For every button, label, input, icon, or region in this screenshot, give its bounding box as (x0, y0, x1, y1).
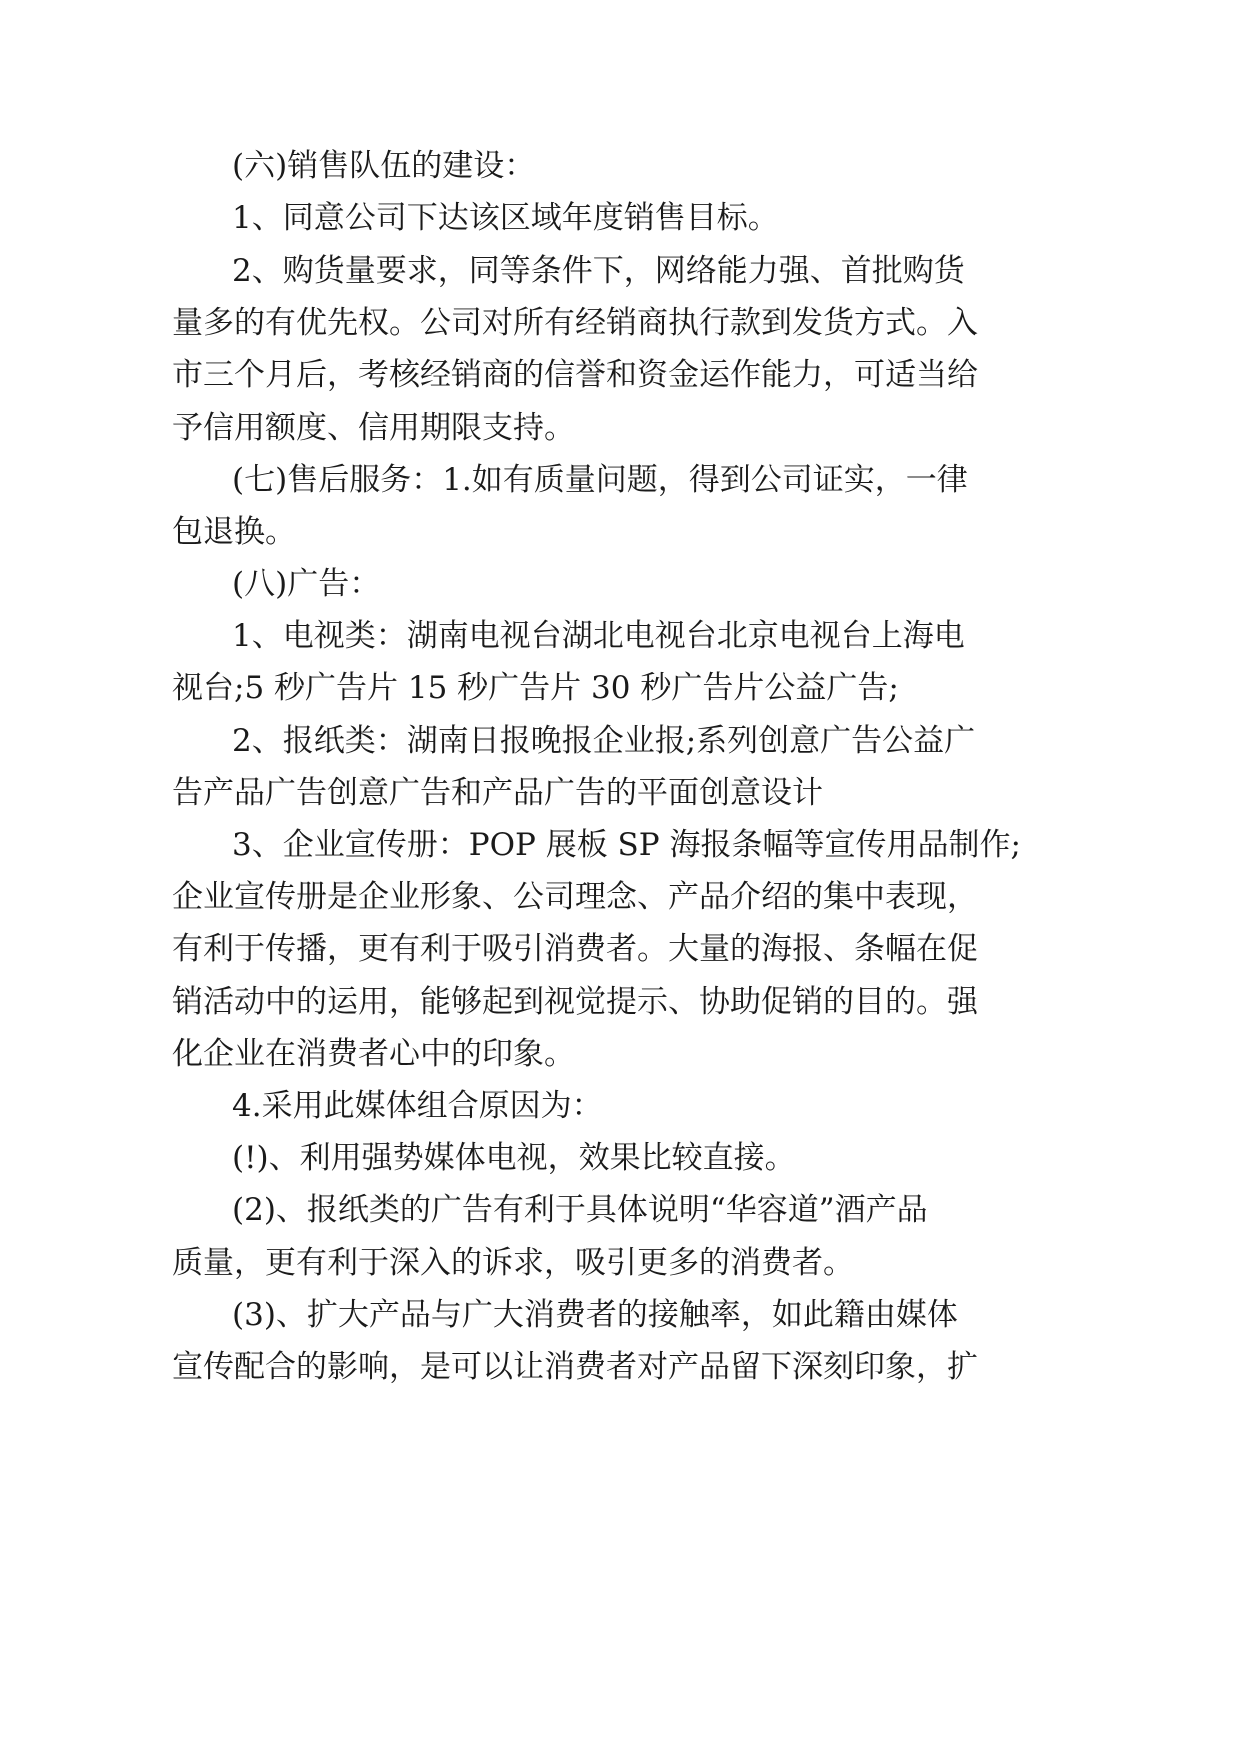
paragraph-line: 2、报纸类：湖南日报晚报企业报;系列创意广告公益广 (232, 723, 976, 759)
paragraph-line: 2、购货量要求，同等条件下，网络能力强、首批购货 (232, 253, 965, 289)
paragraph-line: 1、电视类：湖南电视台湖北电视台北京电视台上海电 (232, 618, 965, 654)
paragraph-line: 宣传配合的影响，是可以让消费者对产品留下深刻印象，扩 (172, 1349, 978, 1385)
paragraph-line: 有利于传播，更有利于吸引消费者。大量的海报、条幅在促 (172, 931, 978, 967)
paragraph-line: (3)、扩大产品与广大消费者的接触率，如此籍由媒体 (232, 1297, 958, 1333)
paragraph-line: 量多的有优先权。公司对所有经销商执行款到发货方式。入 (172, 305, 978, 341)
paragraph-line: 化企业在消费者心中的印象。 (172, 1036, 575, 1072)
paragraph-line: 4.采用此媒体组合原因为： (232, 1088, 603, 1124)
paragraph-line: 市三个月后，考核经销商的信誉和资金运作能力，可适当给 (172, 357, 978, 393)
paragraph-line: 予信用额度、信用期限支持。 (172, 410, 575, 446)
section-heading-ads: (八)广告： (232, 566, 381, 602)
paragraph-line: 视台;5 秒广告片 15 秒广告片 30 秒广告片公益广告; (172, 670, 899, 706)
paragraph-line: 企业宣传册是企业形象、公司理念、产品介绍的集中表现， (172, 879, 978, 915)
paragraph-line: 3、企业宣传册：POP 展板 SP 海报条幅等宣传用品制作; (232, 827, 1021, 863)
paragraph-line: 告产品广告创意广告和产品广告的平面创意设计 (172, 775, 823, 811)
paragraph-line: (2)、报纸类的广告有利于具体说明“华容道”酒产品 (232, 1192, 928, 1228)
paragraph-line: (!)、利用强势媒体电视，效果比较直接。 (232, 1140, 796, 1176)
paragraph-line: 1、同意公司下达该区域年度销售目标。 (232, 200, 779, 236)
paragraph-line: 质量，更有利于深入的诉求，吸引更多的消费者。 (172, 1245, 854, 1281)
paragraph-line: 包退换。 (172, 514, 296, 550)
paragraph-line: 销活动中的运用，能够起到视觉提示、协助促销的目的。强 (172, 984, 978, 1020)
section-heading-service: (七)售后服务：1.如有质量问题，得到公司证实，一律 (232, 462, 968, 498)
section-heading-team: (六)销售队伍的建设： (232, 148, 536, 184)
